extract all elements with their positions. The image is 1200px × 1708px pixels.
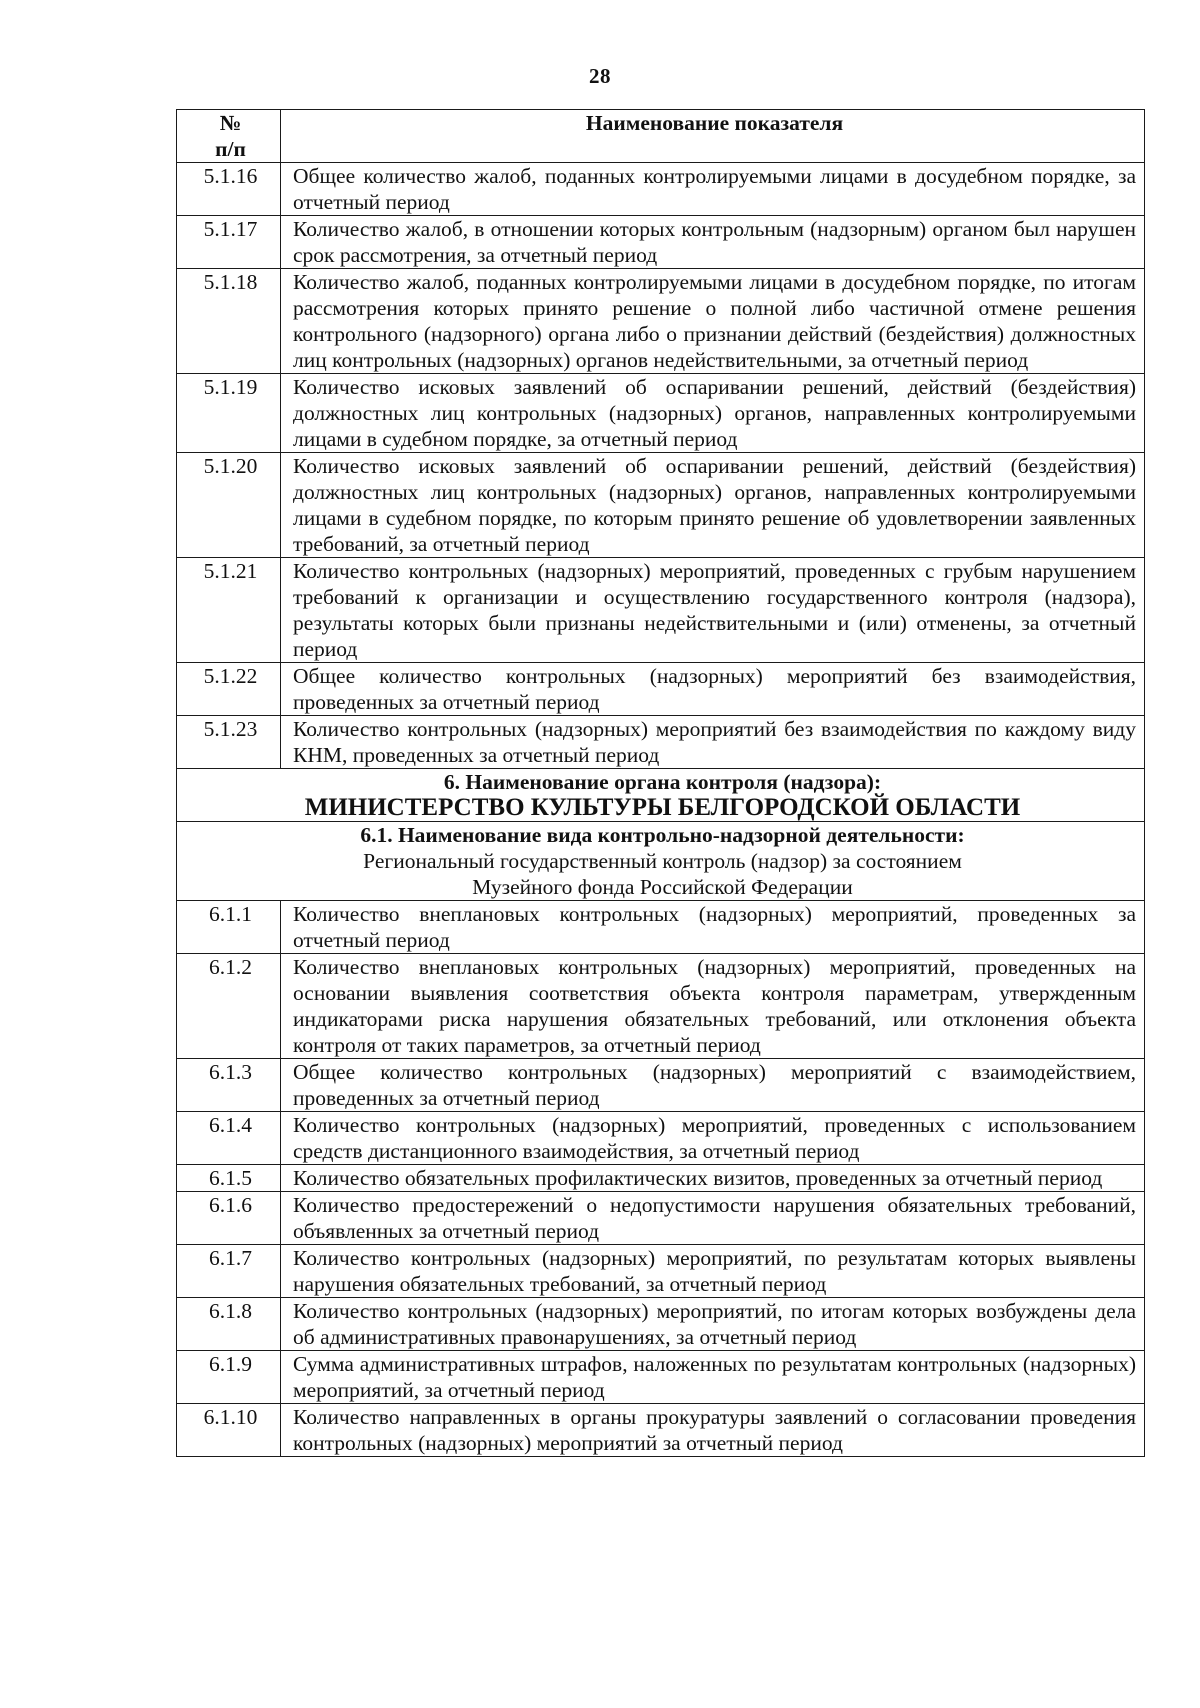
table-row bbox=[177, 374, 1145, 453]
row-indicator-text: Общее количество контрольных (надзорных) мероприятий без взаимодействия, проведенных за отчетный период bbox=[281, 663, 1145, 716]
table-row bbox=[177, 1245, 1145, 1298]
header-name-cell: Наименование показателя bbox=[281, 110, 1145, 163]
section-6-row bbox=[177, 769, 1145, 822]
rows-section-5 bbox=[177, 163, 1145, 769]
row-number: 5.1.22 bbox=[177, 663, 281, 716]
row-indicator-text: Общее количество контрольных (надзорных) мероприятий с взаимодействием, проведенных за отчетный период bbox=[281, 1059, 1145, 1112]
indicator-table bbox=[176, 109, 1145, 1457]
section-6-cell bbox=[177, 769, 1145, 822]
section-6-1-kind-line2: Музейного фонда Российской Федерации bbox=[472, 875, 853, 899]
table-row bbox=[177, 1192, 1145, 1245]
row-indicator-text: Количество контрольных (надзорных) мероприятий, проведенных с использованием средств дистанционного взаимодействия, за отчетный период bbox=[281, 1112, 1145, 1165]
row-indicator-text: Количество контрольных (надзорных) мероприятий, по итогам которых возбуждены дела об административных правонарушениях, за отчетный период bbox=[281, 1298, 1145, 1351]
row-indicator-text: Количество жалоб, в отношении которых контрольным (надзорным) органом был нарушен срок рассмотрения, за отчетный период bbox=[281, 216, 1145, 269]
table-row bbox=[177, 558, 1145, 663]
section-6-title: 6. Наименование органа контроля (надзора): bbox=[443, 770, 882, 794]
row-number: 6.1.9 bbox=[177, 1351, 281, 1404]
row-number: 5.1.20 bbox=[177, 453, 281, 558]
row-number: 5.1.18 bbox=[177, 269, 281, 374]
table-row bbox=[177, 716, 1145, 769]
header-number-sign: № bbox=[219, 111, 242, 135]
row-number: 5.1.21 bbox=[177, 558, 281, 663]
row-indicator-text: Количество обязательных профилактических визитов, проведенных за отчетный период bbox=[281, 1165, 1145, 1192]
rows-section-6 bbox=[177, 901, 1145, 1457]
table-row bbox=[177, 1165, 1145, 1192]
table-row bbox=[177, 453, 1145, 558]
row-indicator-text: Количество направленных в органы прокуратуры заявлений о согласовании проведения контрольных (надзорных) мероприятий за отчетный период bbox=[281, 1404, 1145, 1457]
row-indicator-text: Количество предостережений о недопустимости нарушения обязательных требований, объявленных за отчетный период bbox=[281, 1192, 1145, 1245]
row-number: 6.1.3 bbox=[177, 1059, 281, 1112]
row-indicator-text: Количество контрольных (надзорных) мероприятий, по результатам которых выявлены нарушения обязательных требований, за отчетный период bbox=[281, 1245, 1145, 1298]
table-row bbox=[177, 1059, 1145, 1112]
section-6-header bbox=[177, 769, 1145, 901]
table-row bbox=[177, 663, 1145, 716]
row-indicator-text: Количество контрольных (надзорных) мероприятий без взаимодействия по каждому виду КНМ, проведенных за отчетный период bbox=[281, 716, 1145, 769]
row-indicator-text: Общее количество жалоб, поданных контролируемыми лицами в досудебном порядке, за отчетный период bbox=[281, 163, 1145, 216]
row-number: 6.1.4 bbox=[177, 1112, 281, 1165]
row-indicator-text: Количество жалоб, поданных контролируемыми лицами в досудебном порядке, по итогам рассмотрения которых принято решение о полной либо частичной отмене решения контрольного (надзорного) органа либо о признании действий (бездействия) должностных лиц контрольных (надзорных) органов недействительными, за отчетный период bbox=[281, 269, 1145, 374]
table-row bbox=[177, 1404, 1145, 1457]
row-number: 6.1.2 bbox=[177, 954, 281, 1059]
table-row bbox=[177, 901, 1145, 954]
row-number: 6.1.5 bbox=[177, 1165, 281, 1192]
row-number: 6.1.6 bbox=[177, 1192, 281, 1245]
row-number: 5.1.17 bbox=[177, 216, 281, 269]
row-indicator-text: Сумма административных штрафов, наложенных по результатам контрольных (надзорных) мероприятий, за отчетный период bbox=[281, 1351, 1145, 1404]
row-number: 6.1.7 bbox=[177, 1245, 281, 1298]
row-number: 5.1.16 bbox=[177, 163, 281, 216]
section-6-1-title: 6.1. Наименование вида контрольно-надзорной деятельности: bbox=[360, 823, 965, 847]
row-indicator-text: Количество внеплановых контрольных (надзорных) мероприятий, проведенных за отчетный период bbox=[281, 901, 1145, 954]
section-6-1-cell bbox=[177, 822, 1145, 901]
table-row bbox=[177, 269, 1145, 374]
section-6-agency: МИНИСТЕРСТВО КУЛЬТУРЫ БЕЛГОРОДСКОЙ ОБЛАСТИ bbox=[304, 794, 1021, 821]
table-row bbox=[177, 954, 1145, 1059]
table-row bbox=[177, 163, 1145, 216]
header-number-abbr: п/п bbox=[215, 137, 246, 161]
row-number: 5.1.23 bbox=[177, 716, 281, 769]
row-number: 6.1.8 bbox=[177, 1298, 281, 1351]
row-number: 6.1.10 bbox=[177, 1404, 281, 1457]
row-number: 6.1.1 bbox=[177, 901, 281, 954]
row-number: 5.1.19 bbox=[177, 374, 281, 453]
section-6-1-kind-line1: Региональный государственный контроль (надзор) за состоянием bbox=[363, 849, 962, 873]
table-row bbox=[177, 1351, 1145, 1404]
row-indicator-text: Количество исковых заявлений об оспаривании решений, действий (бездействия) должностных лиц контрольных (надзорных) органов, направленных контролируемыми лицами в судебном порядке, по которым принято решение об удовлетворении заявленных требований, за отчетный период bbox=[281, 453, 1145, 558]
table-header-row bbox=[177, 110, 1145, 163]
page-number: 28 bbox=[589, 64, 611, 88]
header-number-cell bbox=[177, 110, 281, 163]
row-indicator-text: Количество внеплановых контрольных (надзорных) мероприятий, проведенных на основании выявления соответствия объекта контроля параметрам, утвержденным индикаторами риска нарушения обязательных требований, или отклонения объекта контроля от таких параметров, за отчетный период bbox=[281, 954, 1145, 1059]
section-6-1-row bbox=[177, 822, 1145, 901]
table-row bbox=[177, 216, 1145, 269]
table-row bbox=[177, 1112, 1145, 1165]
row-indicator-text: Количество исковых заявлений об оспаривании решений, действий (бездействия) должностных лиц контрольных (надзорных) органов, направленных контролируемыми лицами в судебном порядке, за отчетный период bbox=[281, 374, 1145, 453]
row-indicator-text: Количество контрольных (надзорных) мероприятий, проведенных с грубым нарушением требований к организации и осуществлению государственного контроля (надзора), результаты которых были признаны недействительными и (или) отменены, за отчетный период bbox=[281, 558, 1145, 663]
table-row bbox=[177, 1298, 1145, 1351]
